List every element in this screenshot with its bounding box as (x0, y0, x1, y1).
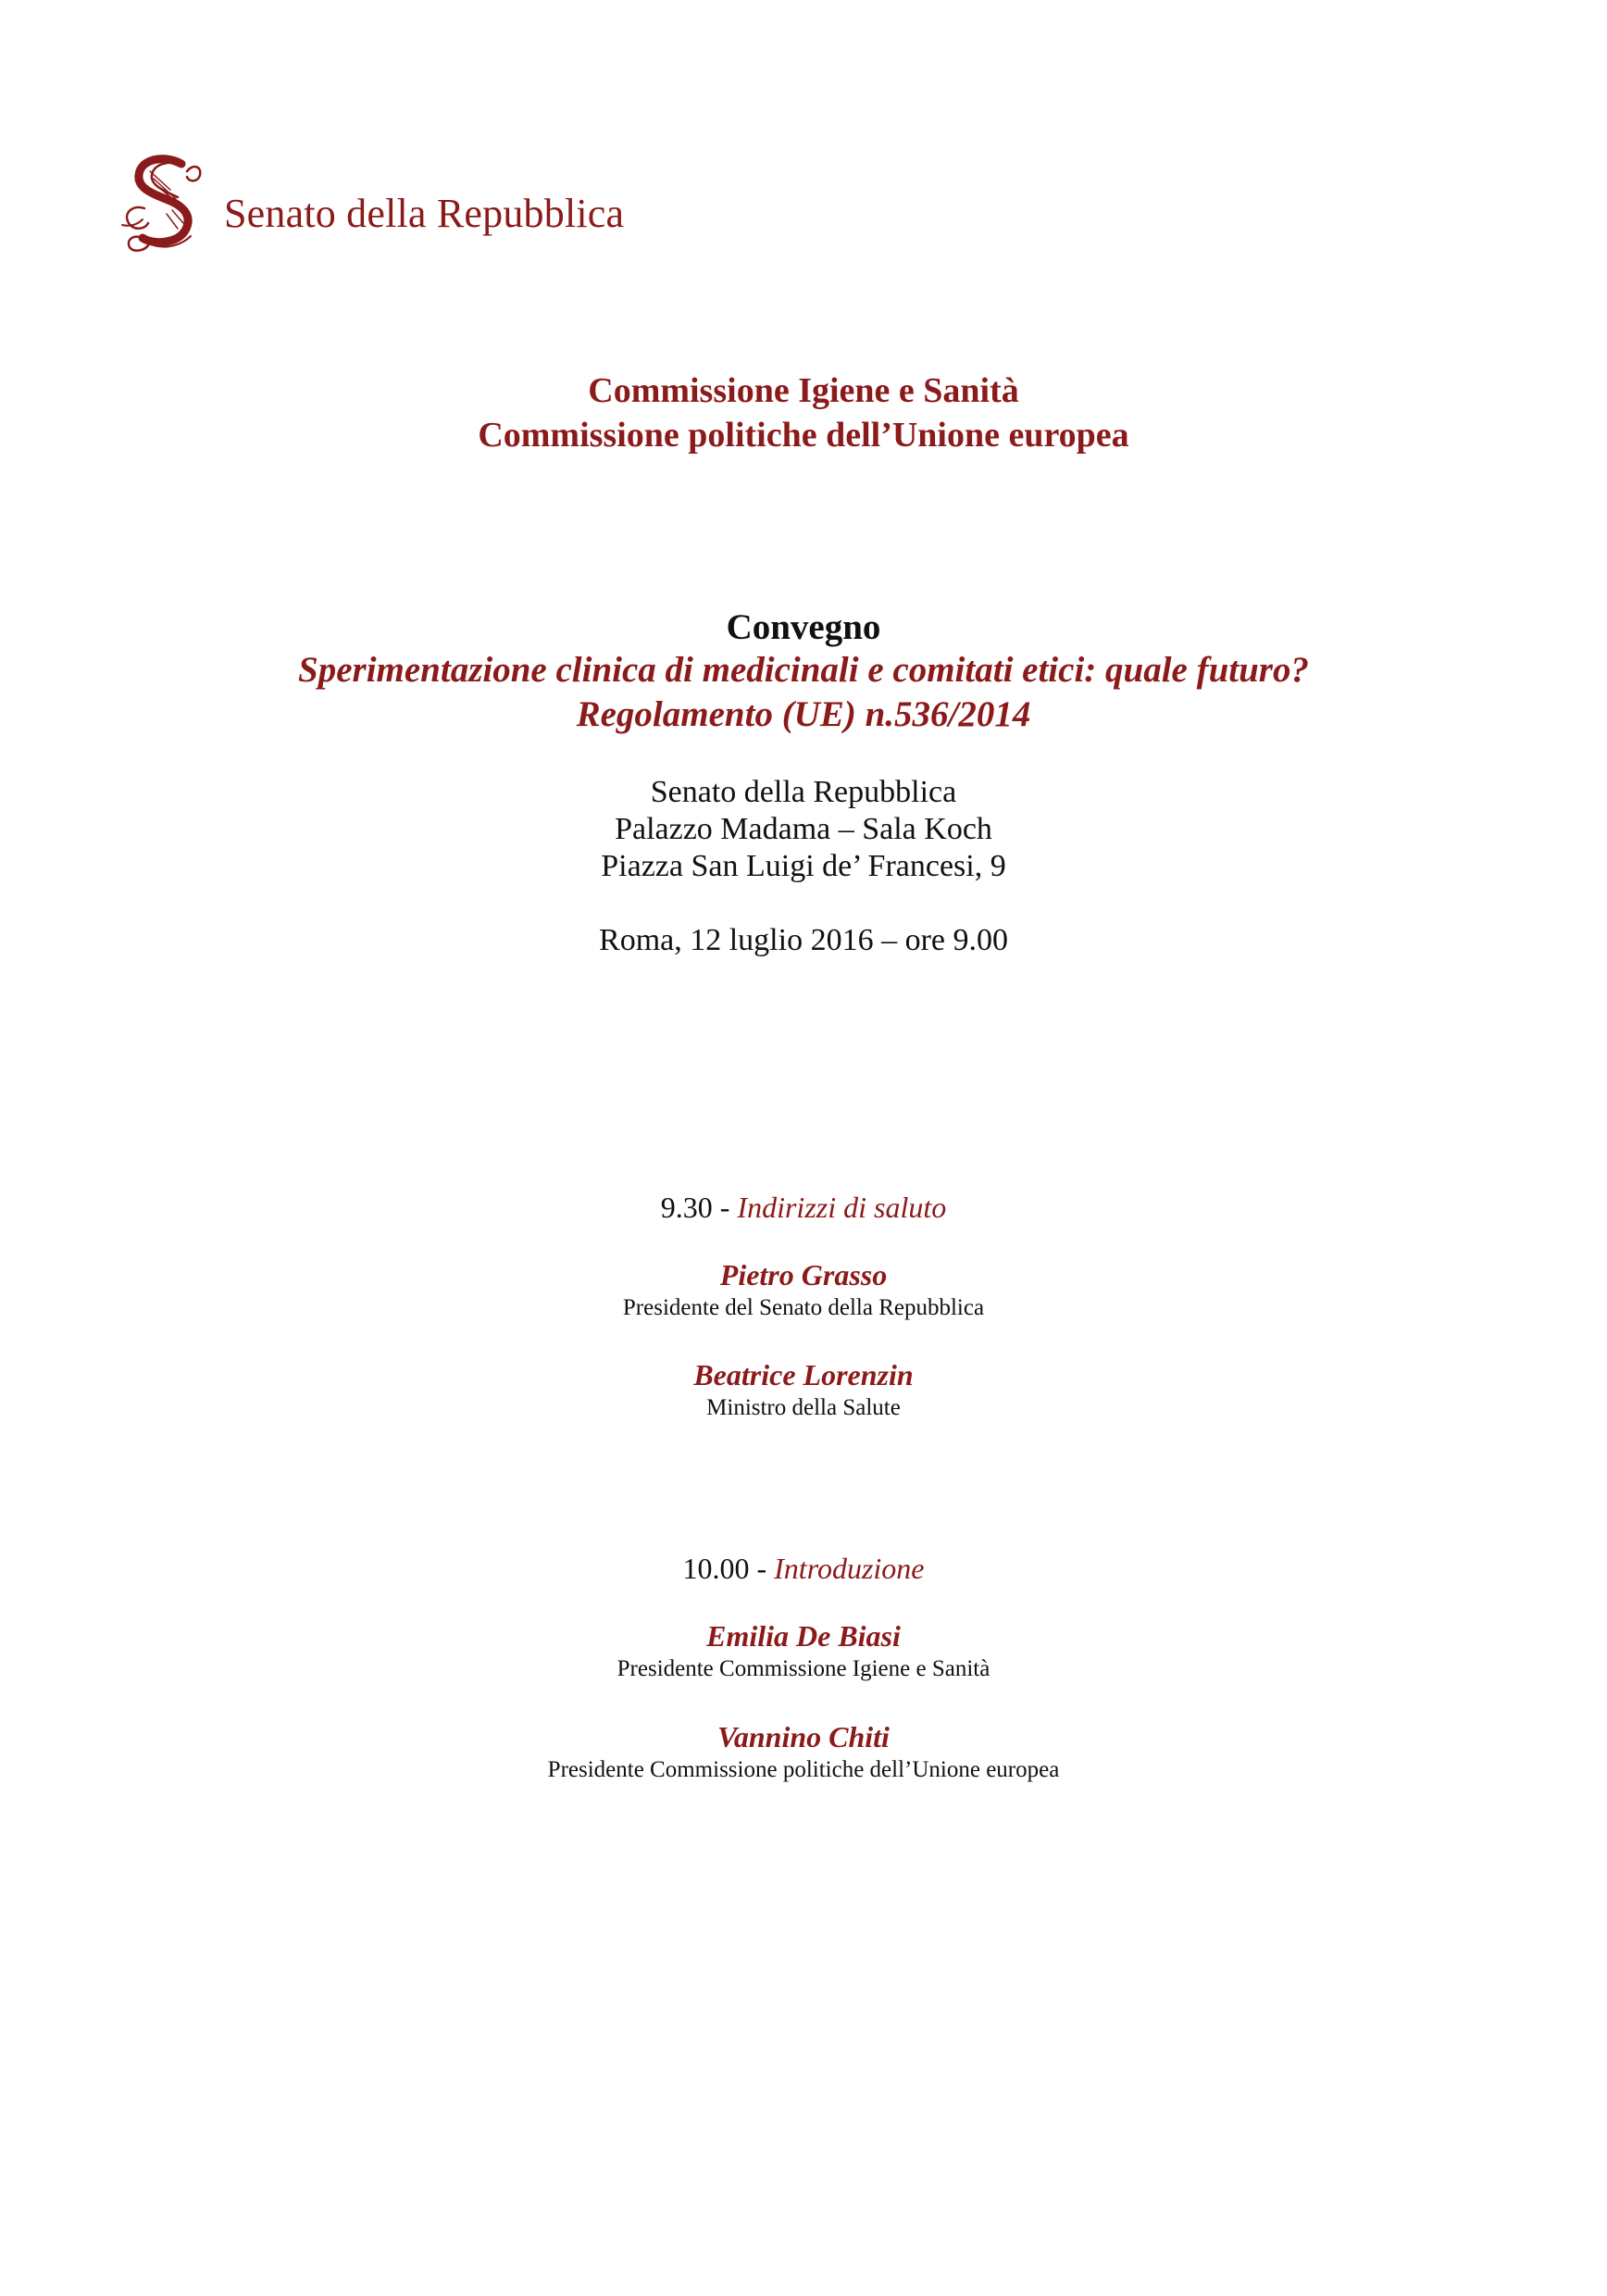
session-heading (0, 1550, 1607, 1587)
senate-s-emblem-icon (117, 153, 209, 255)
venue-line: Senato della Repubblica (650, 775, 957, 809)
commissions-heading (0, 368, 1607, 457)
speaker-name: Beatrice Lorenzin (693, 1358, 914, 1391)
speaker-role: Ministro della Salute (706, 1395, 901, 1420)
session-topic: Introduzione (774, 1552, 925, 1585)
logo-text: Senato della Repubblica (224, 190, 625, 236)
venue-address (0, 774, 1607, 885)
senate-logo (117, 153, 624, 255)
session-time: 10.00 - (682, 1552, 767, 1585)
event-title-line2: Regolamento (UE) n.536/2014 (576, 694, 1031, 734)
speaker-role: Presidente Commissione Igiene e Sanità (617, 1656, 990, 1681)
speaker-name: Pietro Grasso (719, 1258, 888, 1292)
speaker-name: Vannino Chiti (717, 1720, 890, 1753)
event-date: Roma, 12 luglio 2016 – ore 9.00 (599, 923, 1008, 957)
event-title (0, 648, 1607, 737)
event-label: Convegno (726, 607, 881, 647)
speaker-name: Emilia De Biasi (706, 1619, 901, 1653)
commission-ue: Commissione politiche dell’Unione europea (478, 416, 1129, 455)
session-topic: Indirizzi di saluto (737, 1191, 947, 1224)
speaker-role: Presidente del Senato della Repubblica (622, 1295, 985, 1320)
event-title-line1: Sperimentazione clinica di medicinali e comitati etici: quale futuro? (298, 650, 1309, 690)
venue-line: Palazzo Madama – Sala Koch (615, 812, 992, 846)
speaker-role: Presidente Commissione politiche dell’Unione europea (547, 1757, 1060, 1782)
venue-line: Piazza San Luigi de’ Francesi, 9 (601, 849, 1006, 883)
session-heading (0, 1189, 1607, 1226)
session-time: 9.30 - (660, 1191, 730, 1224)
commission-igiene: Commissione Igiene e Sanità (588, 371, 1019, 410)
